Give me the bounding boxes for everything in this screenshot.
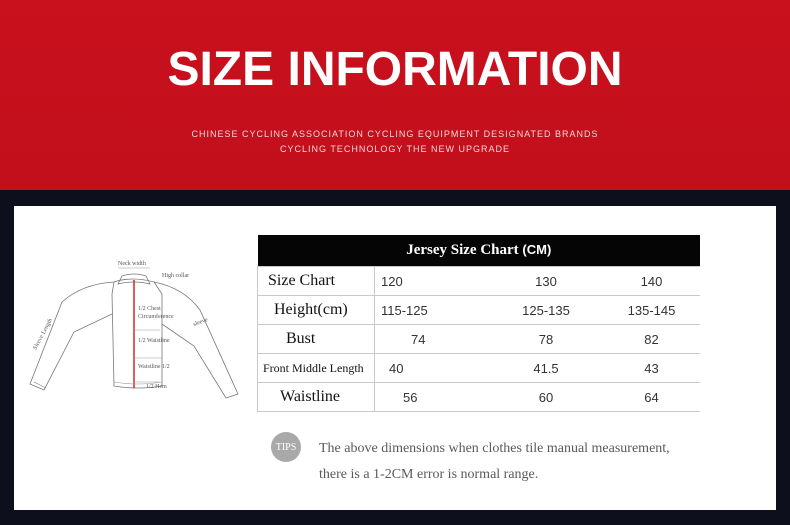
row-label-front-middle-length: Front Middle Length	[258, 354, 375, 383]
page-title: SIZE INFORMATION	[167, 43, 623, 96]
banner-subtitle-line2: CYCLING TECHNOLOGY THE NEW UPGRADE	[279, 144, 511, 154]
cell-height-3: 135-145	[603, 296, 700, 325]
cell-bust-2: 78	[489, 325, 603, 354]
cell-height-2: 125-135	[489, 296, 603, 325]
label-high-collar: High collar	[162, 273, 190, 279]
table-row	[258, 296, 701, 325]
tips-text-line2: there is a 1-2CM error is normal range.	[319, 467, 539, 482]
label-half-waistline: 1/2 Waistline	[138, 338, 170, 344]
cell-waist-3: 64	[603, 383, 700, 412]
row-label-size: Size Chart	[258, 267, 375, 296]
cell-front-2: 41.5	[489, 354, 603, 383]
label-waistline-half: Waistline 1/2	[138, 364, 170, 370]
table-header-row	[258, 235, 701, 267]
label-circumference: Circumference	[138, 314, 174, 320]
label-neck-width: Neck width	[118, 261, 146, 267]
banner-subtitle-line1: CHINESE CYCLING ASSOCIATION CYCLING EQUIPMENT DESIGNATED BRANDS	[191, 129, 599, 139]
cell-bust-1: 74	[375, 325, 490, 354]
cell-front-1: 40	[375, 354, 490, 383]
table-row	[258, 325, 701, 354]
table-row	[258, 354, 701, 383]
cell-bust-3: 82	[603, 325, 700, 354]
header-banner	[0, 0, 790, 190]
size-panel	[14, 206, 776, 510]
cell-size-1: 120	[375, 267, 490, 296]
tips-text-line1: The above dimensions when clothes tile manual measurement,	[319, 441, 670, 456]
table-title-text: Jersey Size Chart	[406, 242, 519, 258]
cell-waist-2: 60	[489, 383, 603, 412]
label-sleeve: sleeve	[192, 317, 209, 328]
row-label-height: Height(cm)	[258, 296, 375, 325]
table-title	[258, 235, 701, 267]
size-chart-table	[257, 235, 700, 412]
label-half-chest: 1/2 Chest	[138, 306, 161, 312]
cell-waist-1: 56	[375, 383, 490, 412]
label-sleeve-length: Sleeve Length	[32, 317, 54, 351]
table-row	[258, 383, 701, 412]
tips-badge-icon: TIPS	[271, 432, 301, 462]
row-label-bust: Bust	[258, 325, 375, 354]
table-unit: (CM)	[522, 242, 552, 257]
jersey-diagram	[22, 254, 254, 404]
cell-height-1: 115-125	[375, 296, 490, 325]
table-row	[258, 267, 701, 296]
row-label-waistline: Waistline	[258, 383, 375, 412]
label-half-hem: 1/2 Hem	[146, 384, 167, 390]
cell-size-2: 130	[489, 267, 603, 296]
cell-size-3: 140	[603, 267, 700, 296]
cell-front-3: 43	[603, 354, 700, 383]
